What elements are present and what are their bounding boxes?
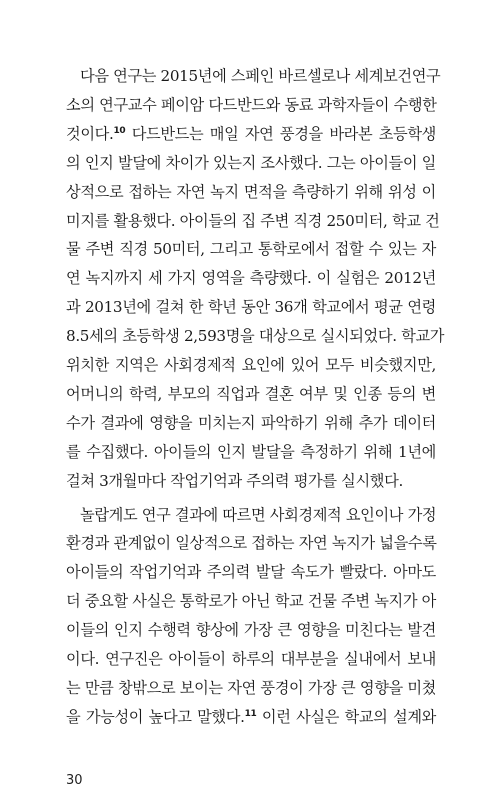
text-line: 놀랍게도 연구 결과에 따르면 사회경제적 요인이나 가정	[80, 505, 437, 524]
text-line: 아이들의 작업기억과 주의력 발달 속도가 빨랐다. 아마도	[66, 563, 436, 582]
text-line: 이들의 인지 수행력 향상에 가장 큰 영향을 미친다는 발견	[66, 621, 436, 640]
text-line: 더 중요할 사실은 통학로가 아닌 학교 건물 주변 녹지가 아	[66, 592, 436, 611]
text-line: 상적으로 접하는 자연 녹지 면적을 측량하기 위해 위성 이	[66, 182, 436, 201]
line-text: 다드반드는 매일 자연 풍경을 바라본 초등학생	[125, 124, 436, 143]
text-line: 위치한 지역은 사회경제적 요인에 있어 모두 비슷했지만,	[66, 356, 436, 374]
text-line: 물 주변 직경 50미터, 그리고 통학로에서 접할 수 있는 자	[66, 240, 436, 259]
text-line: 8.5세의 초등학생 2,593명을 대상으로 실시되었다. 학교가	[66, 327, 445, 346]
text-line: 수가 결과에 영향을 미치는지 파악하기 위해 추가 데이터	[66, 413, 436, 432]
line-text: 을 가능성이 높다고 말했다.	[66, 707, 245, 726]
line-text: 이런 사실은 학교의 설계와	[256, 707, 436, 726]
text-line: 다음 연구는 2015년에 스페인 바르셀로나 세계보건연구	[80, 67, 441, 85]
text-line: 과 2013년에 걸쳐 한 학년 동안 36개 학교에서 평균 연령	[66, 298, 436, 317]
footnote-marker: 11	[244, 708, 257, 719]
text-line: 연 녹지까지 세 가지 영역을 측량했다. 이 실험은 2012년	[66, 269, 436, 288]
text-line: 미지를 활용했다. 아이들의 집 주변 직경 250미터, 학교 건	[66, 211, 440, 230]
text-line: 는 만큼 창밖으로 보이는 자연 풍경이 가장 큰 영향을 미쳤	[66, 678, 436, 697]
footnote-marker: 10	[113, 125, 126, 136]
text-line: 의 인지 발달에 차이가 있는지 조사했다. 그는 아이들이 일	[66, 153, 436, 172]
text-line-with-footnote	[66, 124, 436, 144]
text-line: 어머니의 학력, 부모의 직업과 결혼 여부 및 인종 등의 변	[66, 384, 436, 403]
text-line: 소의 연구교수 페이암 다드반드와 동료 과학자들이 수행한	[66, 95, 437, 114]
line-text: 것이다.	[66, 124, 114, 143]
page-number: 30	[66, 772, 83, 788]
text-line: 환경과 관계없이 일상적으로 접하는 자연 녹지가 넓을수록	[66, 534, 437, 553]
text-line: 이다. 연구진은 아이들이 하루의 대부분을 실내에서 보내	[66, 650, 436, 668]
text-line-with-footnote	[66, 707, 436, 727]
text-line: 를 수집했다. 아이들의 인지 발달을 측정하기 위해 1년에	[66, 442, 436, 461]
text-line: 걸쳐 3개월마다 작업기억과 주의력 평가를 실시했다.	[66, 471, 403, 490]
